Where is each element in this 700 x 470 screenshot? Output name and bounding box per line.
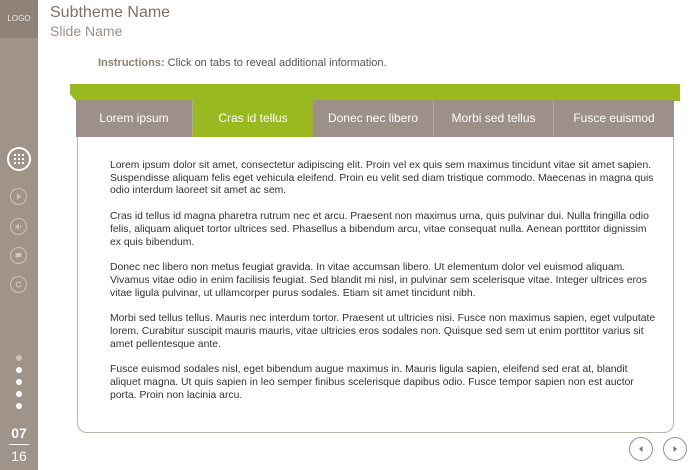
progress-dot bbox=[16, 367, 22, 373]
total-pages-number: 16 bbox=[11, 448, 27, 464]
audio-button[interactable] bbox=[10, 218, 27, 235]
logo: LOGO bbox=[0, 0, 38, 38]
content-paragraph: Donec nec libero non metus feugiat gravida. In vitae accumsan libero. Ut elementum dolor vel euismod aliquam. Vivamus vitae odio in enim facilisis feugiat. Sed blandit mi nisl, in pulvinar sem scelerisque vitae. Integer ultrices eros vitae ligula pulvinar, ut ullamcorper purus sodales. Etiam sit amet tincidunt nibh. bbox=[110, 262, 647, 299]
tab-content-text bbox=[110, 160, 660, 416]
current-page-number: 07 bbox=[11, 425, 27, 441]
tab-morbi-sed-tellus[interactable]: Morbi sed tellus bbox=[434, 100, 554, 137]
progress-dot bbox=[16, 379, 22, 385]
replay-button[interactable] bbox=[10, 276, 27, 293]
progress-dots bbox=[15, 355, 23, 415]
tab-lorem-ipsum[interactable]: Lorem ipsum bbox=[76, 100, 193, 137]
tab-accent-band bbox=[70, 84, 680, 101]
content-paragraph: Lorem ipsum dolor sit amet, consectetur adipiscing elit. Proin vel ex quis sem maximus tincidunt vitae sit amet sapien. Suspendisse aliquam felis eget vehicula eleifend. Proin eu velit sed diam tristique commodo. Maecenas in magna quis odio interdum laoreet sit amet ac sem. bbox=[110, 160, 654, 197]
content-paragraph: Fusce euismod sodales nisl, eget bibendum augue maximus in. Mauris ligula sapien, eleifend sed erat at, blandit aliquet magna. Ut quis sapien in leo semper finibus scelerisque dapibus odio. Fusce tempor sapien non est auctor porta. Proin non lacinia arcu. bbox=[110, 364, 634, 401]
play-button[interactable] bbox=[10, 188, 27, 205]
captions-button[interactable] bbox=[10, 247, 27, 264]
slide-title: Slide Name bbox=[50, 23, 123, 39]
instructions bbox=[98, 57, 387, 69]
instructions-label: Instructions: bbox=[98, 57, 165, 69]
content-paragraph: Cras id tellus id magna pharetra rutrum nec et arcu. Praesent non maximus urna, quis pulvinar dui. Nulla fringilla odio felis, aliquam aliquet tortor ultrices sed. Phasellus a bibendum arcu, vitae consequat nulla. Aenean porttitor dignissim ex quis bibendum. bbox=[110, 211, 649, 248]
grid-menu-icon bbox=[14, 154, 24, 164]
next-button[interactable] bbox=[663, 437, 687, 461]
subtheme-title: Subtheme Name bbox=[50, 4, 171, 21]
instructions-text: Click on tabs to reveal additional information. bbox=[164, 57, 387, 69]
progress-dot bbox=[16, 355, 22, 361]
tab-fusce-euismod[interactable]: Fusce euismod bbox=[573, 111, 655, 125]
menu-button[interactable] bbox=[7, 147, 31, 171]
play-icon bbox=[14, 192, 23, 201]
captions-icon bbox=[14, 251, 23, 260]
arrow-right-icon bbox=[670, 444, 680, 454]
volume-icon bbox=[14, 222, 23, 231]
progress-dot bbox=[16, 391, 22, 397]
tab-donec-nec-libero[interactable]: Donec nec libero bbox=[313, 100, 434, 137]
page-divider bbox=[9, 444, 29, 445]
arrow-left-icon bbox=[636, 444, 646, 454]
content-paragraph: Morbi sed tellus tellus. Mauris nec interdum tortor. Praesent ut ultricies nisi. Fusce non maximus sapien, eget vulputate lorem. Curabitur suscipit mauris mauris, vitae ultricies eros sodales non. Quisque sed sem ut enim porttitor varius sit amet pellentesque ante. bbox=[110, 313, 656, 350]
tab-cras-id-tellus[interactable]: Cras id tellus bbox=[193, 100, 313, 146]
progress-dot bbox=[16, 403, 22, 409]
prev-button[interactable] bbox=[629, 437, 653, 461]
replay-icon bbox=[14, 280, 23, 289]
